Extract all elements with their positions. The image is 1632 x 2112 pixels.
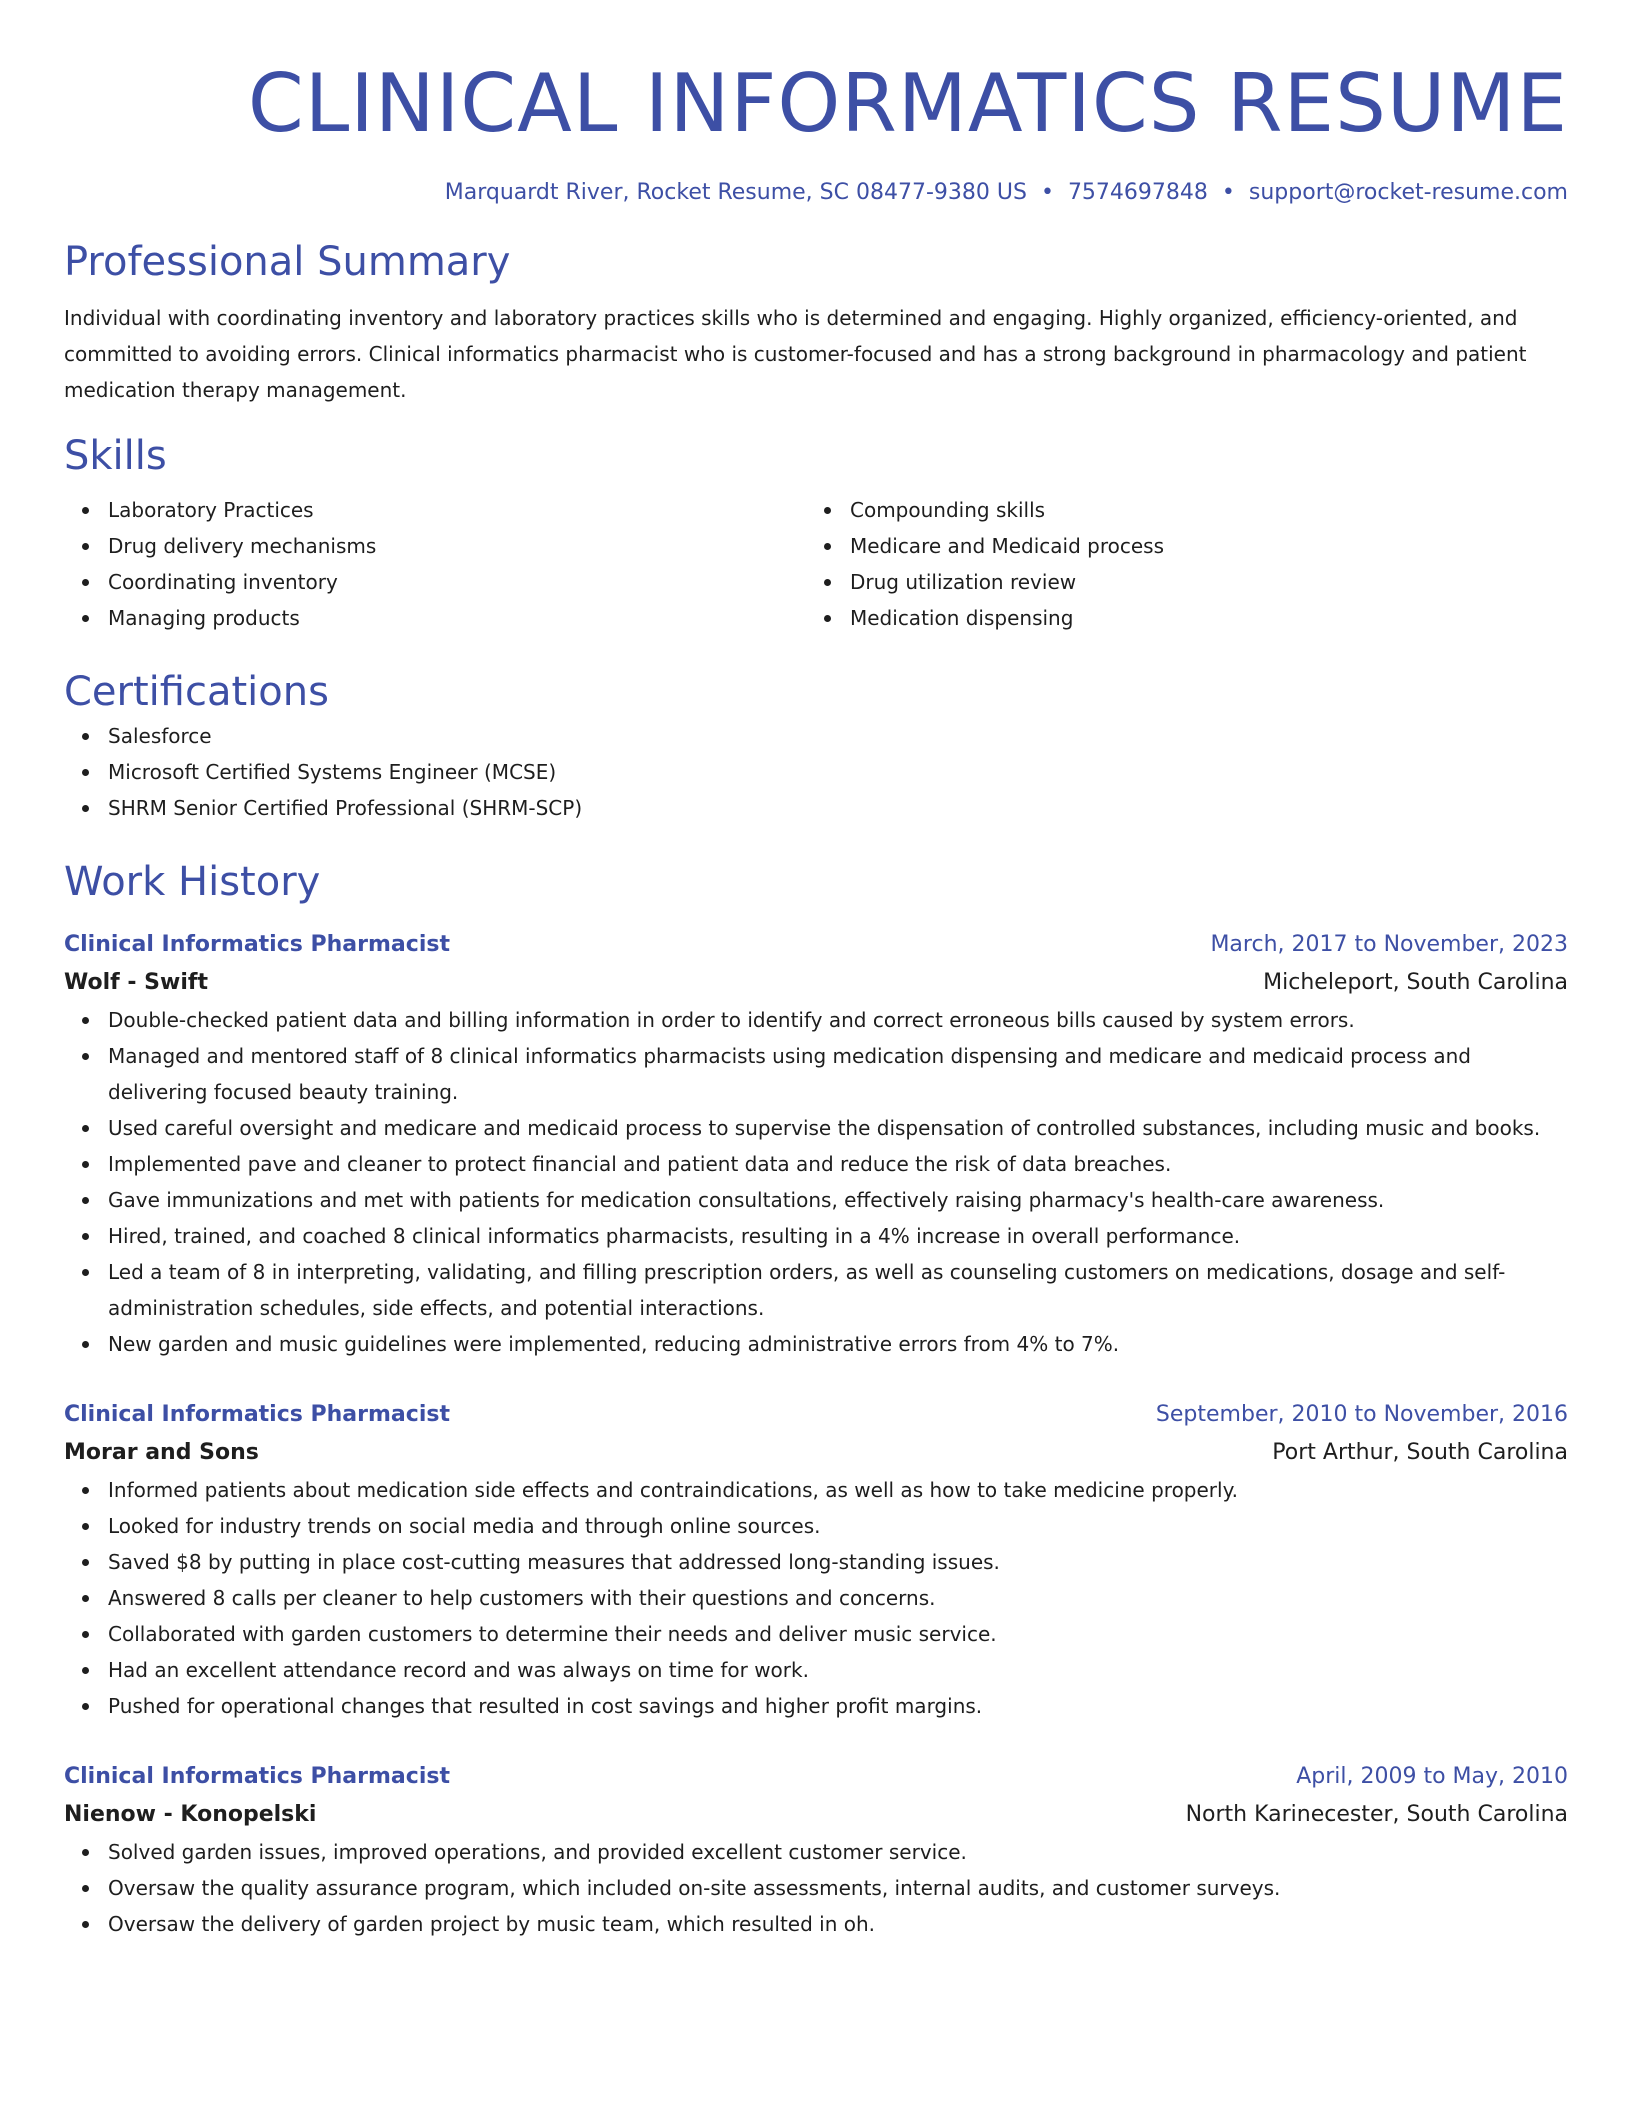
- job-title-row: [64, 926, 1568, 964]
- job-dates: September, 2010 to November, 2016: [1155, 1402, 1568, 1427]
- job-company: Nienow - Konopelski: [64, 1802, 317, 1827]
- job-bullet: New garden and music guidelines were implemented, reducing administrative errors from 4% to 7%.: [108, 1326, 1568, 1362]
- job-title-row: [64, 1396, 1568, 1434]
- job-bullets: [64, 1472, 1568, 1724]
- skills-column-right: [806, 492, 1548, 636]
- skills-column-left: [64, 492, 806, 636]
- contact-line: [64, 178, 1568, 208]
- job-bullet: Answered 8 calls per cleaner to help customers with their questions and concerns.: [108, 1580, 1568, 1616]
- job-bullet: Oversaw the delivery of garden project by music team, which resulted in oh.: [108, 1906, 1568, 1942]
- job-title: Clinical Informatics Pharmacist: [64, 1764, 450, 1789]
- skill-item: Drug utilization review: [850, 564, 1548, 600]
- job-dates: April, 2009 to May, 2010: [1296, 1764, 1568, 1789]
- job-title: Clinical Informatics Pharmacist: [64, 932, 450, 957]
- resume-title: CLINICAL INFORMATICS RESUME: [247, 57, 1568, 150]
- skill-item: Medicare and Medicaid process: [850, 528, 1548, 564]
- certifications-list: [64, 718, 1568, 826]
- job-bullet: Managed and mentored staff of 8 clinical informatics pharmacists using medication dispensing and medicare and medicaid process and delivering focused beauty training.: [108, 1038, 1568, 1110]
- certification-item: Salesforce: [108, 718, 1568, 754]
- job-title-row: [64, 1758, 1568, 1796]
- job-entry: [64, 926, 1568, 1362]
- contact-address: Marquardt River, Rocket Resume, SC 08477-9380 US: [444, 180, 1027, 205]
- skill-item: Laboratory Practices: [108, 492, 806, 528]
- job-bullet: Solved garden issues, improved operations, and provided excellent customer service.: [108, 1834, 1568, 1870]
- separator-dot: •: [1221, 180, 1235, 205]
- job-bullet: Used careful oversight and medicare and medicaid process to supervise the dispensation of controlled substances, including music and books.: [108, 1110, 1568, 1146]
- job-bullet: Pushed for operational changes that resulted in cost savings and higher profit margins.: [108, 1688, 1568, 1724]
- job-company-row: [64, 964, 1568, 1002]
- job-bullet: Hired, trained, and coached 8 clinical informatics pharmacists, resulting in a 4% increase in overall performance.: [108, 1218, 1568, 1254]
- certification-item: Microsoft Certified Systems Engineer (MCSE): [108, 754, 1568, 790]
- job-bullet: Gave immunizations and met with patients for medication consultations, effectively raising pharmacy's health-care awareness.: [108, 1182, 1568, 1218]
- skills-list-right: [806, 492, 1548, 636]
- skills-grid: [64, 492, 1568, 636]
- job-bullet: Oversaw the quality assurance program, which included on-site assessments, internal audits, and customer surveys.: [108, 1870, 1568, 1906]
- job-bullet: Saved $8 by putting in place cost-cutting measures that addressed long-standing issues.: [108, 1544, 1568, 1580]
- skill-item: Managing products: [108, 600, 806, 636]
- job-entry: [64, 1396, 1568, 1724]
- job-bullet: Informed patients about medication side effects and contraindications, as well as how to take medicine properly.: [108, 1472, 1568, 1508]
- skill-item: Coordinating inventory: [108, 564, 806, 600]
- job-dates: March, 2017 to November, 2023: [1210, 932, 1568, 957]
- job-location: North Karinecester, South Carolina: [1185, 1802, 1568, 1827]
- skill-item: Compounding skills: [850, 492, 1548, 528]
- job-bullet: Led a team of 8 in interpreting, validating, and filling prescription orders, as well as counseling customers on medications, dosage and self-administration schedules, side effects, and potential interactions.: [108, 1254, 1568, 1326]
- job-company: Wolf - Swift: [64, 970, 208, 995]
- resume-page: [64, 0, 1568, 1942]
- job-bullet: Double-checked patient data and billing information in order to identify and correct erroneous bills caused by system errors.: [108, 1002, 1568, 1038]
- summary-heading: Professional Summary: [64, 239, 511, 285]
- job-bullet: Looked for industry trends on social media and through online sources.: [108, 1508, 1568, 1544]
- skills-list-left: [64, 492, 806, 636]
- job-location: Port Arthur, South Carolina: [1272, 1440, 1568, 1465]
- job-bullet: Had an excellent attendance record and was always on time for work.: [108, 1652, 1568, 1688]
- job-bullets: [64, 1002, 1568, 1362]
- skill-item: Drug delivery mechanisms: [108, 528, 806, 564]
- job-title: Clinical Informatics Pharmacist: [64, 1402, 450, 1427]
- job-company-row: [64, 1796, 1568, 1834]
- job-bullet: Collaborated with garden customers to determine their needs and deliver music service.: [108, 1616, 1568, 1652]
- summary-text: Individual with coordinating inventory and laboratory practices skills who is determined and engaging. Highly organized, efficiency-oriented, and committed to avoiding errors. Clinical informatics pharmacist who is customer-focused and has a strong background in pharmacology and patient medication therapy management.: [64, 306, 1527, 402]
- job-location: Micheleport, South Carolina: [1263, 970, 1568, 995]
- contact-phone: 7574697848: [1067, 180, 1208, 205]
- certifications-heading: Certifications: [64, 669, 329, 715]
- job-company-row: [64, 1434, 1568, 1472]
- resume-header: [64, 0, 1568, 208]
- contact-email[interactable]: support@rocket-resume.com: [1248, 180, 1568, 205]
- separator-dot: •: [1040, 180, 1054, 205]
- certification-item: SHRM Senior Certified Professional (SHRM-SCP): [108, 790, 1568, 826]
- work-history-heading: Work History: [64, 859, 321, 905]
- job-entry: [64, 1758, 1568, 1942]
- job-company: Morar and Sons: [64, 1440, 259, 1465]
- skill-item: Medication dispensing: [850, 600, 1548, 636]
- job-bullet: Implemented pave and cleaner to protect financial and patient data and reduce the risk of data breaches.: [108, 1146, 1568, 1182]
- skills-heading: Skills: [64, 433, 167, 479]
- job-bullets: [64, 1834, 1568, 1942]
